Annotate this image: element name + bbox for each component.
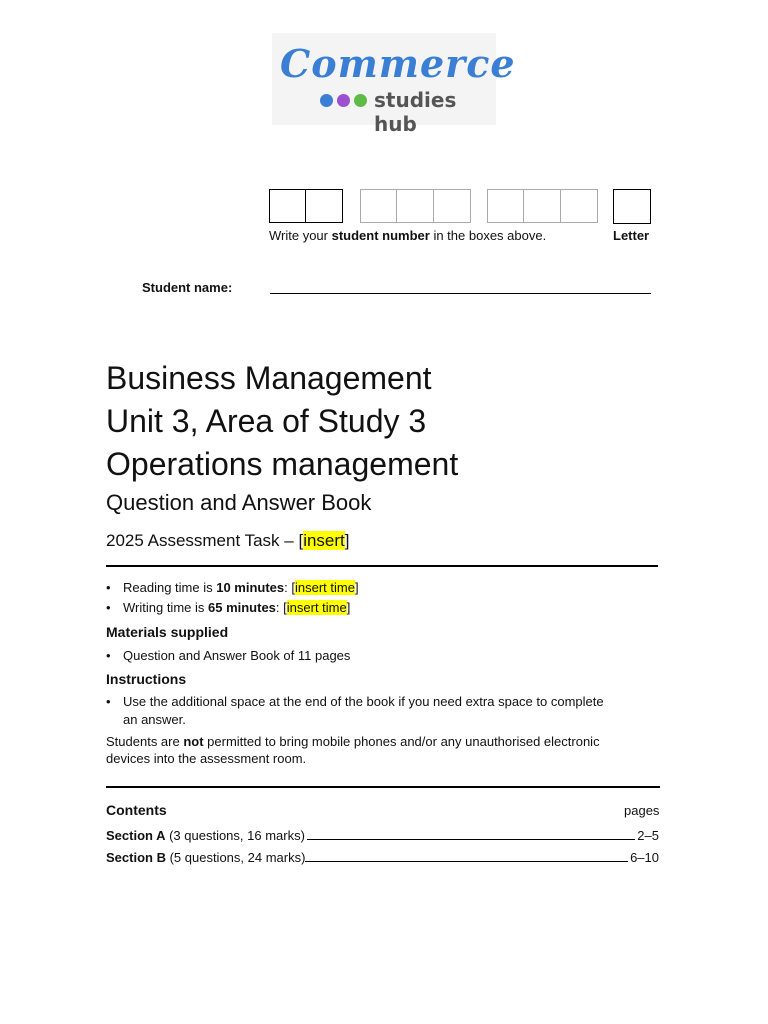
pages-label: pages [624, 803, 660, 818]
student-number-box[interactable] [487, 189, 524, 223]
letter-box[interactable] [613, 189, 651, 224]
writing-suffix: ] [346, 600, 351, 615]
writing-mid: : [ [275, 600, 287, 615]
student-number-group-1 [269, 189, 343, 223]
reading-suffix: ] [354, 580, 359, 595]
note-line-2: devices into the assessment room. [106, 751, 307, 766]
task-highlight: insert [303, 531, 345, 550]
note-suffix: permitted to bring mobile phones and/or any unauthorised electronic [203, 734, 600, 749]
title-line-3: Operations management [106, 446, 459, 482]
writing-bold: 65 minutes [208, 600, 276, 615]
logo-dot-purple [337, 94, 350, 107]
note-bold: not [183, 734, 204, 749]
instructions-heading: Instructions [106, 671, 187, 687]
logo-sub-text: studies hub [374, 88, 457, 136]
task-prefix: 2025 Assessment Task – [ [106, 531, 304, 550]
reading-prefix: Reading time is [123, 580, 217, 595]
student-number-group-3 [487, 189, 598, 223]
logo [272, 33, 516, 136]
student-name-line[interactable] [270, 293, 651, 294]
contents-row-detail: (3 questions, 16 marks) [165, 828, 305, 843]
title-line-1: Business Management [106, 360, 432, 396]
student-number-box[interactable] [524, 189, 561, 223]
writing-highlight: insert time [286, 600, 347, 615]
contents-row-section: Section B [106, 850, 166, 865]
divider-top [106, 565, 658, 567]
student-name-label: Student name: [142, 280, 233, 295]
contents-row-pages: 2–5 [637, 828, 659, 843]
instructions-item-line-1: Use the additional space at the end of the book if you need extra space to complete [123, 694, 604, 709]
subtitle: Question and Answer Book [106, 490, 372, 515]
contents-row-detail: (5 questions, 24 marks) [165, 850, 306, 865]
caption-prefix: Write your [269, 228, 332, 243]
task-suffix: ] [344, 531, 350, 550]
reading-time [123, 579, 359, 597]
caption-bold: student number [331, 228, 430, 243]
student-number-caption [269, 228, 546, 243]
contents-row-section: Section A [106, 828, 166, 843]
contents-leader [307, 839, 635, 840]
logo-dot-green [354, 94, 367, 107]
contents-heading: Contents [106, 802, 167, 818]
reading-highlight: insert time [294, 580, 355, 595]
title-line-2: Unit 3, Area of Study 3 [106, 403, 427, 439]
logo-dot-blue [320, 94, 333, 107]
divider-bottom [106, 786, 660, 788]
student-number-group-2 [360, 189, 471, 223]
contents-leader [305, 861, 628, 862]
writing-prefix: Writing time is [123, 600, 208, 615]
contents-row-b [106, 847, 659, 865]
reading-mid: : [ [284, 580, 295, 595]
logo-dots [320, 94, 367, 107]
instructions-item [123, 693, 623, 729]
caption-suffix: in the boxes above. [429, 228, 547, 243]
materials-heading: Materials supplied [106, 624, 229, 640]
materials-item: • Question and Answer Book of 11 pages [123, 647, 350, 665]
student-number-box[interactable] [397, 189, 434, 223]
letter-label: Letter [613, 228, 650, 243]
writing-time [123, 599, 350, 617]
note-prefix: Students are [106, 734, 184, 749]
student-number-box[interactable] [306, 189, 343, 223]
instructions-note [106, 733, 646, 767]
student-number-box[interactable] [269, 189, 306, 223]
contents-row-pages: 6–10 [630, 850, 659, 865]
contents-row-a [106, 825, 659, 843]
assessment-task [106, 531, 350, 551]
instructions-item-line-2: an answer. [123, 712, 186, 727]
student-number-box[interactable] [434, 189, 471, 223]
logo-script-text: Commerce [280, 41, 516, 86]
student-number-box[interactable] [561, 189, 598, 223]
reading-bold: 10 minutes [216, 580, 285, 595]
student-number-box[interactable] [360, 189, 397, 223]
